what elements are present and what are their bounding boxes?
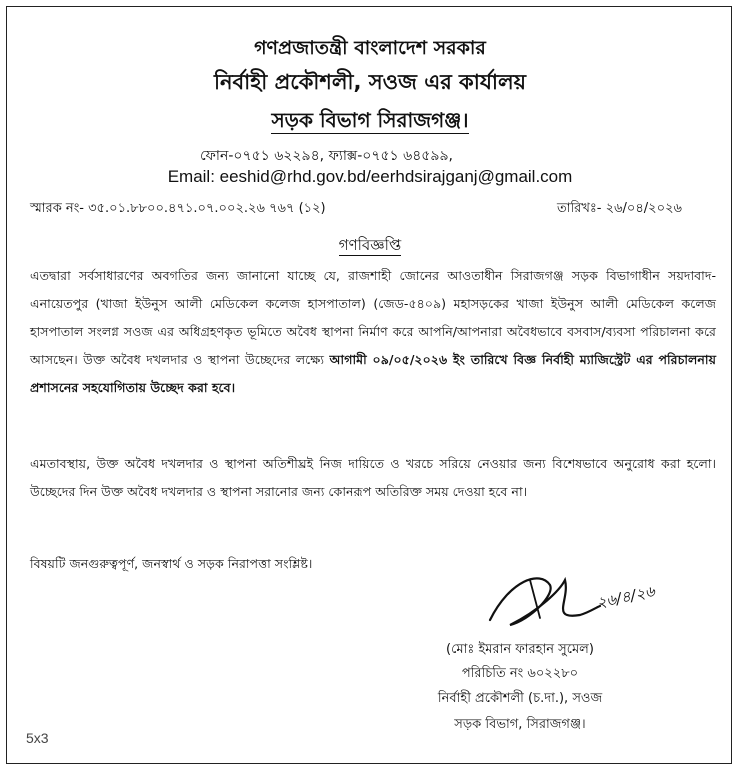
- signer-office: সড়ক বিভাগ, সিরাজগঞ্জ।: [454, 717, 586, 732]
- signature-image: [470, 560, 670, 640]
- signer-designation: নির্বাহী প্রকৌশলী (চ.দা.), সওজ: [437, 691, 603, 706]
- memo-date: তারিখঃ- ২৬/০৪/২০২৬: [556, 201, 682, 216]
- paragraph-3: বিষয়টি জনগুরুত্বপূর্ণ, জনস্বার্থ ও সড়ক নিরাপত্তা সংশ্লিষ্ট।: [30, 556, 313, 571]
- signature-date: ২৬/৪/২৬: [595, 582, 657, 612]
- paragraph-1-bold: আগামী ০৯/০৫/২০২৬ ইং তারিখে বিজ্ঞ নির্বাহী ম্যাজিস্ট্রেট এর পরিচালনায় প্রশাসনের সহযোগিতায় উচ্ছেদ করা হবে।: [30, 352, 717, 395]
- signer-name: (মোঃ ইমরান ফারহান সুমেল): [446, 642, 594, 657]
- office-title: নির্বাহী প্রকৌশলী, সওজ এর কার্যালয়: [213, 70, 527, 94]
- division-title: সড়ক বিভাগ সিরাজগঞ্জ।: [271, 108, 469, 132]
- email-line: Email: eeshid@rhd.gov.bd/eerhdsirajganj@gmail.com: [167, 167, 573, 186]
- signer-id: পরিচিতি নং ৬০২২৮০: [461, 666, 579, 681]
- memo-number: স্মারক নং- ৩৫.০১.৮৮০০.৪৭১.০৭.০০২.২৬ ৭৬৭ (১২): [30, 201, 326, 216]
- government-title: গণপ্রজাতন্ত্রী বাংলাদেশ সরকার: [254, 37, 486, 59]
- notice-title: গণবিজ্ঞপ্তি: [338, 236, 402, 254]
- paragraph-2: এমতাবস্থায়, উক্ত অবৈধ দখলদার ও স্থাপনা অতিশীঘ্রই নিজ দায়িতে ও খরচে সরিয়ে নেওয়ার জন্য বিশেষভাবে অনুরোধ করা হলো। উচ্ছেদের দিন উক্ত অবৈধ দখলদার ও স্থাপনা সরানোর জন্য কোনরূপ অতিরিক্ত সময় দেওয়া হবে না।: [30, 456, 716, 499]
- ad-size-label: 5x3: [26, 730, 49, 746]
- paragraph-1: [30, 262, 716, 402]
- paragraph-1-text: এতদ্বারা সর্বসাধারণের অবগতির জন্য জানানো যাচ্ছে যে, রাজশাহী জোনের আওতাধীন সিরাজগঞ্জ সড়ক বিভাগাধীন সয়দাবাদ-এনায়েতপুর (খাজা ইউনুস আলী মেডিকেল কলেজ হাসপাতাল) (জেড-৫৪০৯) মহাসড়কের খাজা ইউনুস আলী মেডিকেল কলেজ হাসপাতাল সংলগ্ন সওজ এর অধিগ্রহণকৃত ভূমিতে অবৈধ স্থাপনা নির্মাণ করে আপনি/আপনারা অবৈধভাবে বসবাস/ব্যবসা পরিচালনা করে আসছেন। উক্ত অবৈধ দখলদার ও স্থাপনা উচ্ছেদের লক্ষ্যে: [30, 268, 716, 367]
- phone-fax: ফোন-০৭৫১ ৬২২৯৪, ফ্যাক্স-০৭৫১ ৬৪৫৯৯,: [200, 148, 453, 164]
